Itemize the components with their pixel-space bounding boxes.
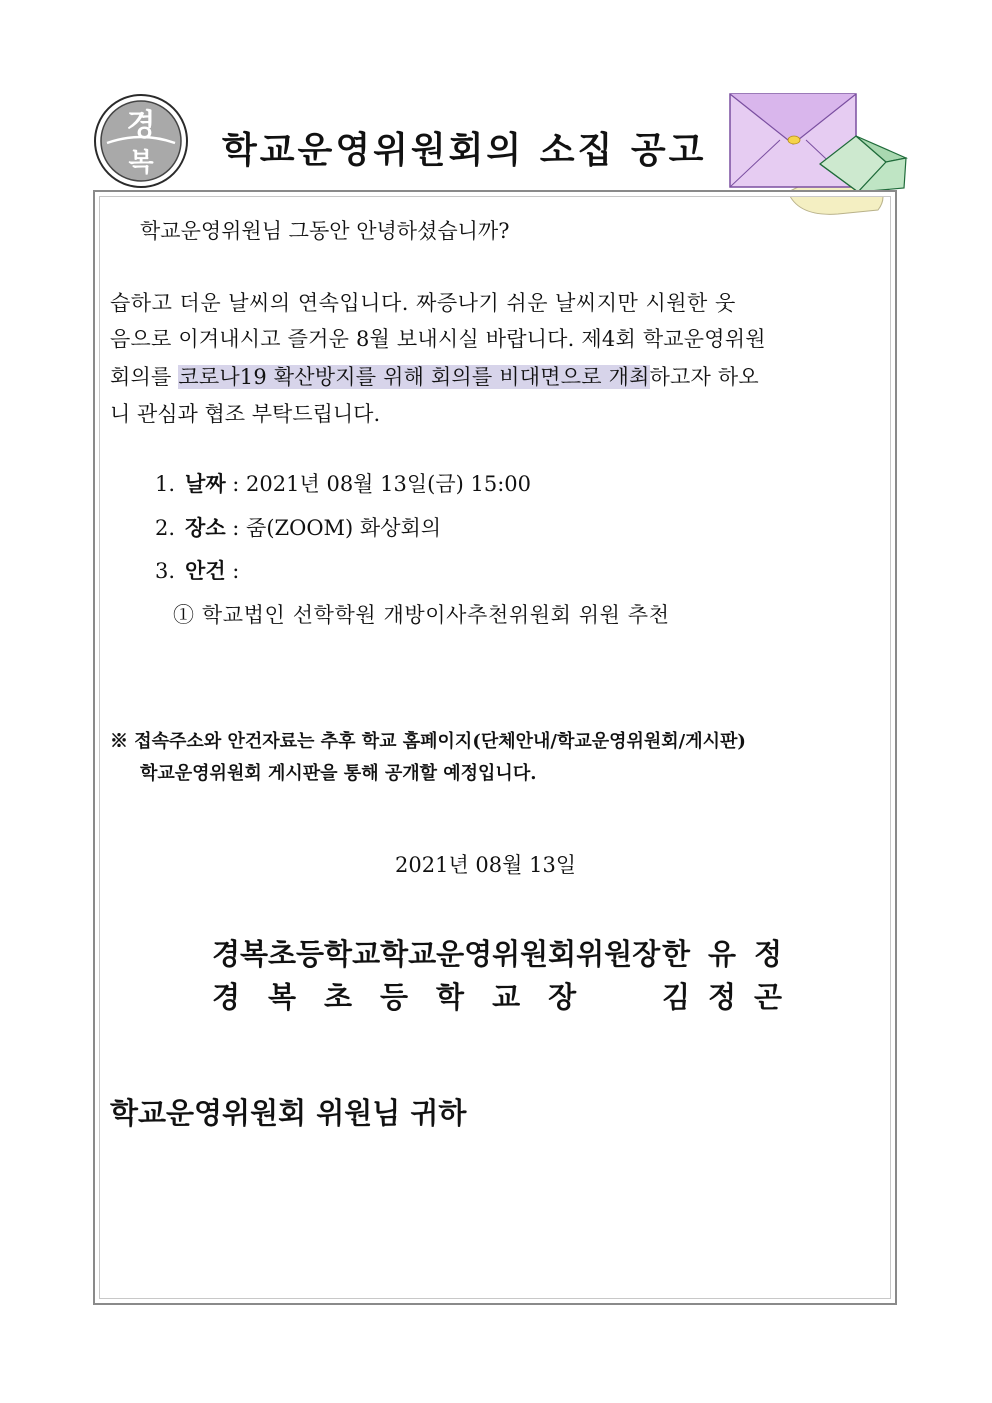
paragraph-line <box>110 361 880 391</box>
list-item-place <box>155 512 441 542</box>
agenda-subitem: ① 학교법인 선학학원 개방이사추천위원회 위원 추천 <box>173 603 670 627</box>
paragraph-text: 하고자 하오 <box>649 365 759 389</box>
item-number: 3. <box>155 559 176 583</box>
school-emblem-icon <box>93 93 189 189</box>
item-label: 날짜 <box>185 471 226 496</box>
highlighted-text: 코로나19 확산방지를 위해 회의를 비대면으로 개최 <box>178 365 650 389</box>
item-value: : 줌(ZOOM) 화상회의 <box>225 516 442 540</box>
signature-name: 김정곤 <box>662 980 801 1014</box>
list-item-date <box>155 468 531 498</box>
item-label: 안건 <box>185 558 226 583</box>
signature-title: 경복초등학교장 <box>212 980 605 1014</box>
paragraph-line: 음으로 이겨내시고 즐거운 8월 보내시실 바랍니다. 제4회 학교운영위원 <box>110 327 766 351</box>
list-item-agenda <box>155 555 239 585</box>
item-number: 2. <box>155 516 176 540</box>
paragraph-text: 회의를 <box>110 365 179 389</box>
svg-text:복: 복 <box>128 148 154 178</box>
svg-text:경: 경 <box>126 108 156 143</box>
greeting: 학교운영위원님 그동안 안녕하셨습니까? <box>140 219 510 243</box>
signature-name: 한유정 <box>662 937 801 971</box>
page-title: 학교운영위원회의 소집 공고 <box>222 130 707 171</box>
note-line: ※ 접속주소와 안건자료는 추후 학교 홈페이지(단체안내/학교운영위원회/게시판) <box>110 731 746 752</box>
note-line: 학교운영위원회 게시판을 통해 공개할 예정입니다. <box>140 763 537 784</box>
item-number: 1. <box>155 472 176 496</box>
item-value: : <box>225 559 240 583</box>
item-value: : 2021년 08월 13일(금) 15:00 <box>225 472 532 496</box>
item-label: 장소 <box>185 515 226 540</box>
issue-date: 2021년 08월 13일 <box>395 853 577 877</box>
addressee: 학교운영위원회 위원님 귀하 <box>110 1096 467 1130</box>
signature-title: 경복초등학교학교운영위원회위원장 <box>212 937 661 971</box>
paragraph-line: 니 관심과 협조 부탁드립니다. <box>110 402 381 426</box>
paragraph-line: 습하고 더운 날씨의 연속입니다. 짜증나기 쉬운 날씨지만 시원한 웃 <box>110 291 736 315</box>
